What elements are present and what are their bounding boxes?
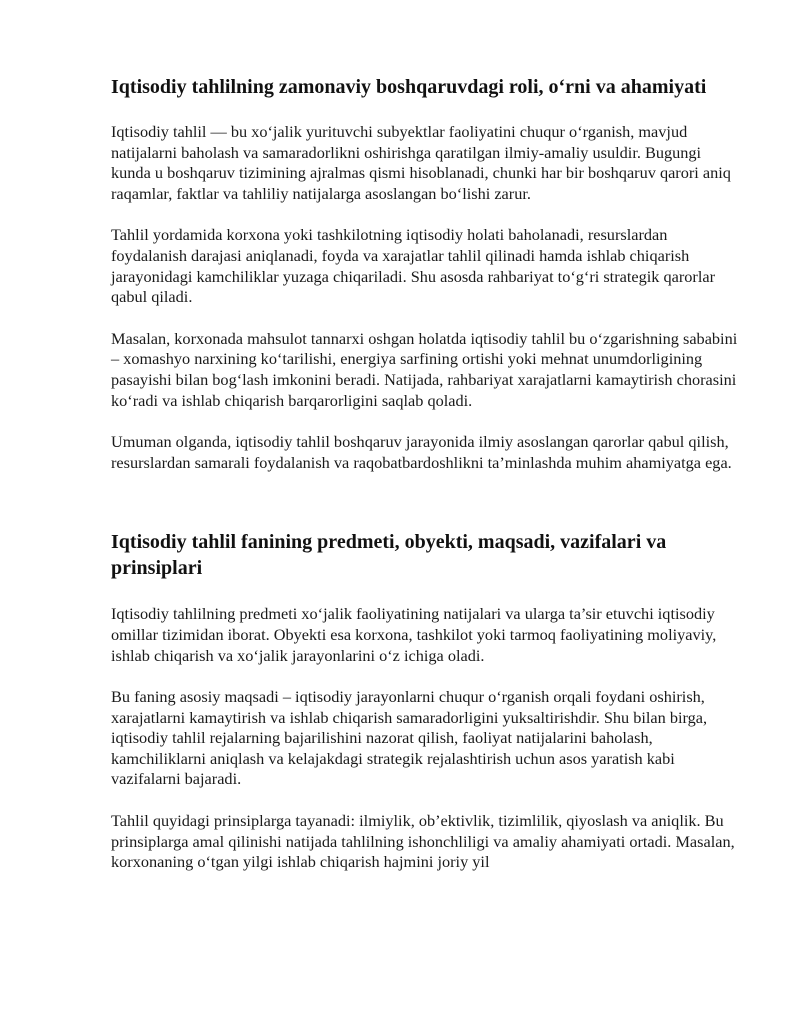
paragraph: Tahlil quyidagi prinsiplarga tayanadi: ilmiylik, ob’ektivlik, tizimlilik, qiyoslash va aniqlik. Bu prinsiplarga amal qilinishi natijada tahlilning ishonchliligi va amaliy ahamiyati ortadi. Masalan, korxonaning o‘tgan yilgi ishlab chiqarish hajmini joriy yil <box>111 811 735 872</box>
paragraph: Iqtisodiy tahlil — bu xo‘jalik yurituvchi subyektlar faoliyatini chuqur o‘rganish, mavjud natijalarni baholash va samaradorlikni oshirishga qaratilgan ilmiy-amaliy usuldir. Bugungi kunda u boshqaruv tizimining ajralmas qismi hisoblanadi, chunki har bir boshqaruv qarori aniq raqamlar, faktlar va tahliliy natijalarga asoslangan bo‘lishi zarur. <box>111 122 731 203</box>
paragraph: Tahlil yordamida korxona yoki tashkilotning iqtisodiy holati baholanadi, resurslardan foydalanish darajasi aniqlanadi, foyda va xarajatlar tahlil qilinadi hamda ishlab chiqarish jarayonidagi kamchiliklar yuzaga chiqariladi. Shu asosda rahbariyat to‘g‘ri strategik qarorlar qabul qiladi. <box>111 225 715 307</box>
section-heading: Iqtisodiy tahlilning zamonaviy boshqaruvdagi roli, o‘rni va ahamiyati <box>111 76 707 98</box>
paragraph: Masalan, korxonada mahsulot tannarxi oshgan holatda iqtisodiy tahlil bu o‘zgarishning sababini – xomashyo narxining ko‘tarilishi, energiya sarfining ortishi yoki mehnat unumdorligining pasayishi bilan bog‘lash imkonini beradi. Natijada, rahbariyat xarajatlarni kamaytirish chorasini ko‘radi va ishlab chiqarish barqarorligini saqlab qoladi. <box>111 328 738 410</box>
section-subject-and-principles <box>111 529 742 873</box>
section-role-of-analysis <box>111 74 742 473</box>
paragraph: Iqtisodiy tahlilning predmeti xo‘jalik faoliyatining natijalari va ularga ta’sir etuvchi iqtisodiy omillar tizimidan iborat. Obyekti esa korxona, tashkilot yoki tarmoq faoliyatining moliyaviy, ishlab chiqarish va xo‘jalik jarayonlarini o‘z ichiga oladi. <box>111 604 717 665</box>
paragraph: Umuman olganda, iqtisodiy tahlil boshqaruv jarayonida ilmiy asoslangan qarorlar qabul qilish, resurslardan samarali foydalanish va raqobatbardoshlikni ta’minlashda muhim ahamiyatga ega. <box>111 432 732 472</box>
paragraph: Bu faning asosiy maqsadi – iqtisodiy jarayonlarni chuqur o‘rganish orqali foydani oshirish, xarajatlarni kamaytirish va ishlab chiqarish samaradorligini yuksaltirishdir. Shu bilan birga, iqtisodiy tahlil rejalarning bajarilishini nazorat qilish, faoliyat natijalarini baholash, kamchiliklarni aniqlash va kelajakdagi strategik rejalashtirish uchun asos yaratish kabi vazifalarni bajaradi. <box>111 687 708 789</box>
section-heading: Iqtisodiy tahlil fanining predmeti, obyekti, maqsadi, vazifalari va prinsiplari <box>111 531 667 580</box>
